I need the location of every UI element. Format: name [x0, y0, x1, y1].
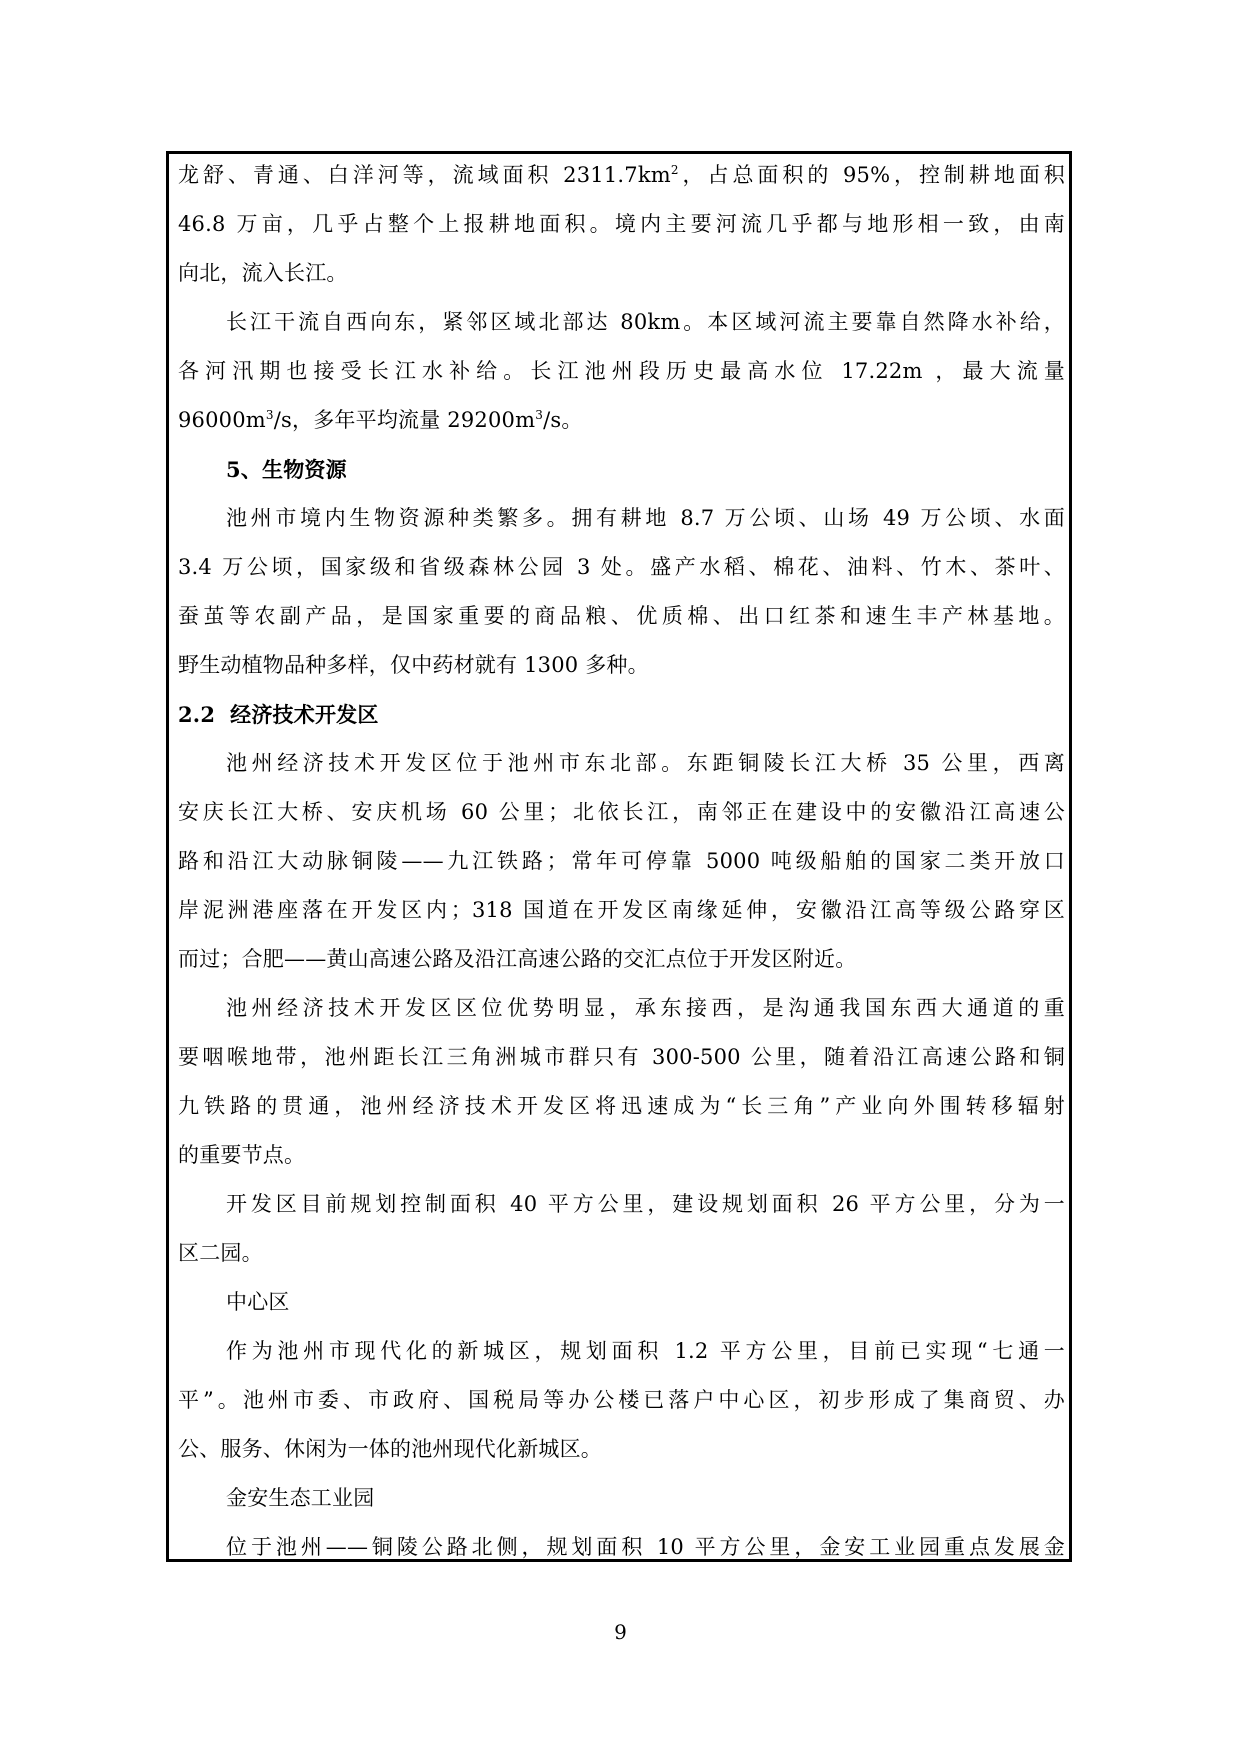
text-line: 而过；合肥——黄山高速公路及沿江高速公路的交汇点位于开发区附近。: [178, 947, 857, 971]
text-line: 池州市境内生物资源种类繁多。拥有耕地 8.7 万公顷、山场 49 万公顷、水面: [226, 506, 1065, 530]
text-line: 要咽喉地带，池州距长江三角洲城市群只有 300-500 公里，随着沿江高速公路和铜: [178, 1045, 1065, 1069]
text-line: 向北，流入长江。: [178, 261, 348, 285]
text-line: 池州经济技术开发区区位优势明显，承东接西，是沟通我国东西大通道的重: [226, 996, 1065, 1020]
text-line: 路和沿江大动脉铜陵——九江铁路；常年可停靠 5000 吨级船舶的国家二类开放口: [178, 849, 1065, 873]
section-heading: 5、生物资源: [226, 457, 347, 482]
text-line: 长江干流自西向东，紧邻区域北部达 80km。本区域河流主要靠自然降水补给，: [226, 310, 1065, 334]
text-line: 46.8 万亩，几乎占整个上报耕地面积。境内主要河流几乎都与地形相一致，由南: [178, 212, 1065, 236]
text-line: 各河汛期也接受长江水补给。长江池州段历史最高水位 17.22m ，最大流量: [178, 359, 1065, 383]
text-line: 岸泥洲港座落在开发区内；318 国道在开发区南缘延伸，安徽沿江高等级公路穿区: [178, 898, 1065, 922]
text-line: 池州经济技术开发区位于池州市东北部。东距铜陵长江大桥 35 公里，西离: [226, 751, 1065, 775]
text-line: 开发区目前规划控制面积 40 平方公里，建设规划面积 26 平方公里，分为一: [226, 1192, 1065, 1216]
text-line: 野生动植物品种多样，仅中药材就有 1300 多种。: [178, 653, 649, 677]
text-line: 位于池州——铜陵公路北侧，规划面积 10 平方公里，金安工业园重点发展金: [226, 1535, 1065, 1559]
text-line: 蚕茧等农副产品，是国家重要的商品粮、优质棉、出口红茶和速生丰产林基地。: [178, 604, 1065, 628]
subsection-label: 金安生态工业园: [226, 1486, 375, 1510]
text-line: 的重要节点。: [178, 1143, 306, 1167]
text-line: 3.4 万公顷，国家级和省级森林公园 3 处。盛产水稻、棉花、油料、竹木、茶叶、: [178, 555, 1065, 579]
text-line: 安庆长江大桥、安庆机场 60 公里；北依长江，南邻正在建设中的安徽沿江高速公: [178, 800, 1065, 824]
text-line: 龙舒、青通、白洋河等，流域面积 $2311.7km^2$，占总面积的 95%，控制耕地面积: [178, 163, 1066, 187]
text-line: $96000m^3/s$，多年平均流量 $29200m^3/s$。: [178, 408, 583, 432]
text-line: 九铁路的贯通，池州经济技术开发区将迅速成为“长三角”产业向外围转移辐射: [178, 1094, 1065, 1118]
section-heading: 2.2 经济技术开发区: [178, 702, 379, 727]
document-body: [178, 151, 1065, 1572]
text-line: 区二园。: [178, 1241, 263, 1265]
text-line: 公、服务、休闲为一体的池州现代化新城区。: [178, 1437, 602, 1461]
text-line: 平”。池州市委、市政府、国税局等办公楼已落户中心区，初步形成了集商贸、办: [178, 1388, 1065, 1412]
text-line: 作为池州市现代化的新城区，规划面积 1.2 平方公里，目前已实现“七通一: [226, 1339, 1065, 1363]
page-number: 9: [614, 1620, 627, 1644]
subsection-label: 中心区: [226, 1290, 290, 1314]
